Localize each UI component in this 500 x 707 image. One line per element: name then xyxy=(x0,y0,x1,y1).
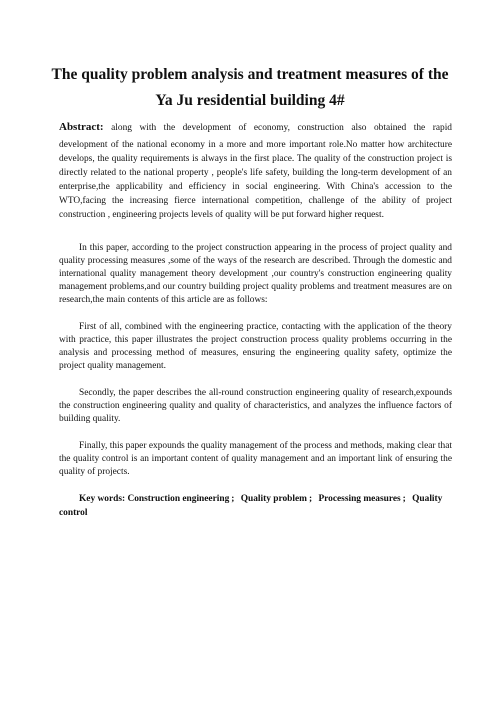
intro-paragraph: In this paper, according to the project construction appearing in the process of project quality and quality processing measures ,some of the ways of the research are described. Through the domestic and international quality management theory development ,our country's construction engineering quality management problems,and our country building project quality problems and treatment measures are on research,the main contents of this article are as follows: xyxy=(59,243,452,305)
second-paragraph: Secondly, the paper describes the all-round construction engineering quality of research,expounds the construction engineering quality and quality of characteristics, and analyzes the influence factors of building quality. xyxy=(59,388,452,424)
abstract-body: development of the national economy in a more and more important role.No matter how architecture develops, the quality requirements is always in the first place. The quality of the construction project is directly related to the national property , people's life safety, building the long-term development of an enterprise,the applicability and efficiency in social engineering. With China's accession to the WTO,facing the increasing fierce international competition, challenge of the ability of project construction , engineering projects levels of quality will be put forward higher request. xyxy=(59,140,452,220)
keyword-separator: ; xyxy=(402,494,406,504)
paper-title-line-1: The quality problem analysis and treatment measures of the xyxy=(51,66,449,83)
abstract-first-line-text: along with the development of economy, construction also obtained the rapid xyxy=(111,123,452,133)
keyword-item: Quality control xyxy=(59,494,443,518)
abstract-section xyxy=(59,118,452,222)
keywords-section xyxy=(59,492,452,520)
keyword-item: Construction engineering xyxy=(127,494,230,504)
keyword-separator: ; xyxy=(231,494,235,504)
keyword-item: Quality problem xyxy=(240,494,307,504)
paper-title-line-2: Ya Ju residential building 4# xyxy=(155,92,345,109)
keyword-separator: ; xyxy=(308,494,313,504)
final-paragraph: Finally, this paper expounds the quality management of the process and methods, making clear that the quality control is an important content of quality management and an important link of ensuring the quality of projects. xyxy=(59,441,452,477)
abstract-label: Abstract: xyxy=(59,121,104,133)
abstract-first-line xyxy=(59,118,452,138)
keywords-label: Key words: xyxy=(79,494,126,504)
first-paragraph: First of all, combined with the engineering practice, contacting with the application of the theory with practice, this paper illustrates the project construction process quality problems occurring in the analysis and processing method of measures, ensuring the engineering quality safety, optimize the project quality management. xyxy=(59,322,452,371)
keyword-item: Processing measures xyxy=(318,494,401,504)
